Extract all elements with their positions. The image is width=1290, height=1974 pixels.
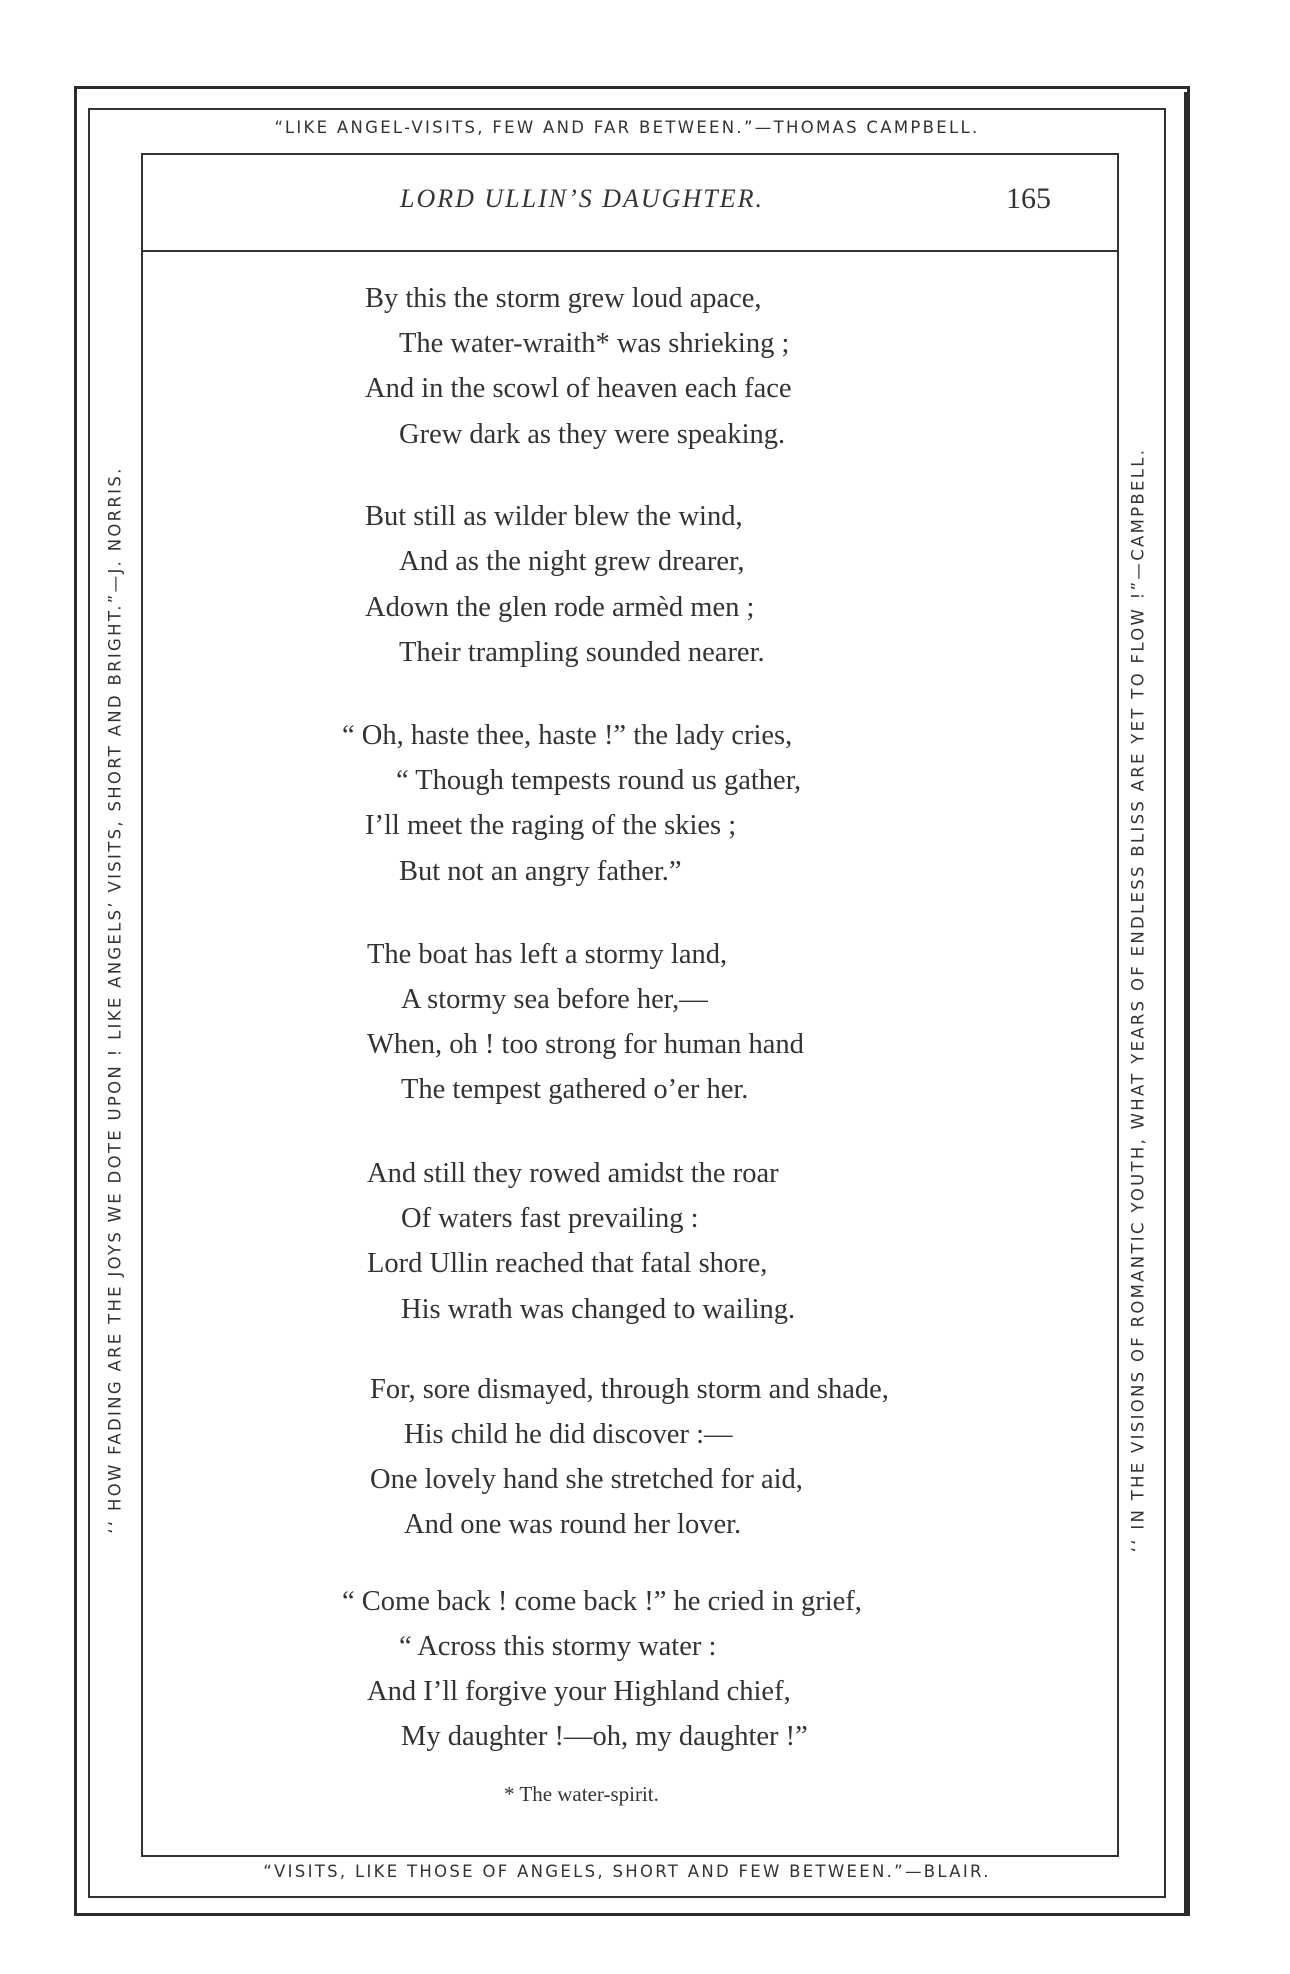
poem-line: My daughter !—oh, my daughter !”: [401, 1721, 808, 1752]
poem-line: His wrath was changed to wailing.: [401, 1294, 796, 1325]
poem-line: And I’ll forgive your Highland chief,: [367, 1676, 791, 1707]
page-number: 165: [1006, 182, 1051, 215]
poem-line: “ Across this stormy water :: [399, 1631, 717, 1662]
poem-line: By this the storm grew loud apace,: [365, 283, 762, 314]
poem-line: One lovely hand she stretched for aid,: [370, 1464, 803, 1495]
poem-line: And one was round her lover.: [404, 1509, 742, 1540]
poem-line: “ Come back ! come back !” he cried in grief,: [342, 1586, 862, 1617]
poem-line: A stormy sea before her,—: [401, 984, 708, 1015]
poem-line: Lord Ullin reached that fatal shore,: [367, 1248, 768, 1279]
poem-line: And as the night grew drearer,: [399, 546, 745, 577]
right-border-quote: ‘‘ IN THE VISIONS OF ROMANTIC YOUTH, WHAT YEARS OF ENDLESS BLISS ARE YET TO FLOW !”—CAMPBELL.: [1128, 447, 1148, 1553]
poem-line: And in the scowl of heaven each face: [365, 373, 792, 404]
poem-line: But not an angry father.”: [399, 856, 682, 887]
poem-line: “ Though tempests round us gather,: [396, 765, 802, 796]
poem-line: Adown the glen rode armèd men ;: [365, 592, 755, 623]
top-border-quote: “LIKE ANGEL-VISITS, FEW AND FAR BETWEEN.”—THOMAS CAMPBELL.: [274, 118, 980, 137]
frame-shadow-bottom: [80, 1913, 1187, 1916]
poem-line: I’ll meet the raging of the skies ;: [365, 810, 737, 841]
poem-line: When, oh ! too strong for human hand: [367, 1029, 804, 1060]
poem-line: Of waters fast prevailing :: [401, 1203, 699, 1234]
poem-line: But still as wilder blew the wind,: [365, 501, 743, 532]
poem-line: The boat has left a stormy land,: [367, 939, 728, 970]
poem-line: “ Oh, haste thee, haste !” the lady cries,: [342, 720, 793, 751]
left-border-quote: ‘‘ HOW FADING ARE THE JOYS WE DOTE UPON ! LIKE ANGELS’ VISITS, SHORT AND BRIGHT.”—J. NORRIS.: [105, 466, 125, 1534]
poem-line: The water-wraith* was shrieking ;: [399, 328, 790, 359]
poem-line: And still they rowed amidst the roar: [367, 1158, 779, 1189]
poem-line: His child he did discover :—: [404, 1419, 733, 1450]
poem-line: The tempest gathered o’er her.: [401, 1074, 749, 1105]
header-rule: [141, 250, 1117, 252]
bottom-border-quote: “VISITS, LIKE THOSE OF ANGELS, SHORT AND FEW BETWEEN.”—BLAIR.: [263, 1862, 991, 1881]
frame-shadow-right: [1184, 92, 1187, 1916]
poem-line: Their trampling sounded nearer.: [399, 637, 765, 668]
running-title: LORD ULLIN’S DAUGHTER.: [400, 184, 764, 213]
footnote: * The water-spirit.: [504, 1782, 659, 1806]
poem-line: Grew dark as they were speaking.: [399, 419, 786, 450]
poem-line: For, sore dismayed, through storm and shade,: [370, 1374, 889, 1405]
